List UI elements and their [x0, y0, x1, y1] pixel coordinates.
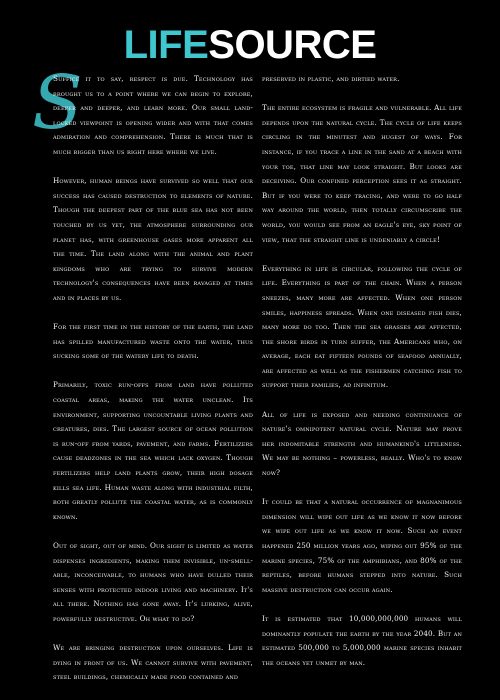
article-paragraph: The entire ecosystem is fragile and vulnerable. All life depends upon the natural cycle. The cycle of life keeps circling in the minutest and hugest of ways. For instance, if you trace a line in the sand at a beach with your toe, that line may look straight. But looks are deceiving. Our confined perception sees it as straight. But if you were to keep tracing, and were to go half way around the world, then totally circumscribe the world, you would see from an eagle's eye, sky point of view, that the straight line is undeniably a circle! — [262, 103, 462, 244]
article-paragraph: It is estimated that 10,000,000,000 humans will dominantly populate the earth by the year 2040. But an estimated 500,000 to 5,000,000 marine species inhabit the oceans yet unmet by man. — [262, 613, 462, 667]
article-paragraph: We are bringing destruction upon ourselves. Life is dying in front of us. We cannot survive with pavement, steel buildings, chemically made food contained and — [53, 643, 253, 682]
masthead-title-life: LIFE — [123, 23, 209, 67]
article-paragraph: It could be that a natural occurrence of magnanimous dimension will wipe out life as we know it now before we wipe out life as we know it now. Such an event happened 250 million years ago, wiping out 95% of the marine species, 75% of the amphibians, and 80% of the reptiles, before humans stepped into nature. Such massive destruction can occur again. — [262, 497, 462, 594]
article-paragraph: Everything in life is circular, following the cycle of life. Everything is part of the chain. When a person sneezes, many more are affected. When one person smiles, happiness spreads. When one diseased fish dies, many more do too. Then the sea grasses are affected, the shore birds in turn suffer, the Americans who, on average, each eat fifteen pounds of seafood annually, are affected as well as the fishermen catching fish to support their families, ad infinitum. — [262, 263, 462, 390]
article-paragraph: Out of sight, out of mind. Our sight is limited as water dispenses ingredients, making them invisible, un-smell-able, inconceivable, to humans who have dulled their senses with protected indoor living and machinery. It's all there. Nothing has gone away. It's lurking, alive, powerfully destructive. Oh what to do? — [53, 541, 253, 623]
masthead-title-source: SOURCE — [208, 23, 377, 67]
article-paragraph: However, human beings have survived so well that our success has caused destruction to elements of nature. Though the deepest part of the blue sea has not been touched by us yet, the atmosphere surrounding our planet has, with greenhouse gases more apparent all the time. The land along with the animal and plant kingdoms who are trying to survive modern technology's consequences have been ravaged at times and in places by us. — [53, 176, 253, 302]
article-paragraph: For the first time in the history of the earth, the land has spilled manufactured waste onto the water, thus sucking some of the watery life to death. — [53, 322, 253, 361]
article-column-left — [53, 72, 253, 700]
article-paragraph: Suffice it to say, respect is due. Technology has brought us to a point where we can begin to explore, deeper and deeper, and learn more. Our small land-locked viewpoint is opening wider and with that comes admiration and comprehension. There is much that is much bigger than us right here where we live. — [53, 74, 253, 156]
article-paragraph: preserved in plastic, and dirtied water. — [262, 74, 400, 83]
article-paragraph: All of life is exposed and needing continuance of nature's omnipotent natural cycle. Nature may prove her indomitable strength and humankind's littleness. We may be nothing – powerless, really. Who's to know now? — [262, 409, 462, 478]
article-paragraph: Primarily, toxic run-offs from land have polluted coastal areas, making the water unclean. Its environment, supporting uncountable living plants and creatures, dies. The largest source of ocean pollution is run-off from yards, pavement, and farms. Fertilizers cause deadzones in the sea which lack oxygen. Though fertilizers help land plants grow, their high dosage kills sea life. Human waste along with industrial filth, both greatly pollute the coastal water, as is commonly known. — [53, 380, 253, 521]
article-column-right — [262, 72, 462, 685]
decorative-dropcap: S — [32, 60, 83, 146]
